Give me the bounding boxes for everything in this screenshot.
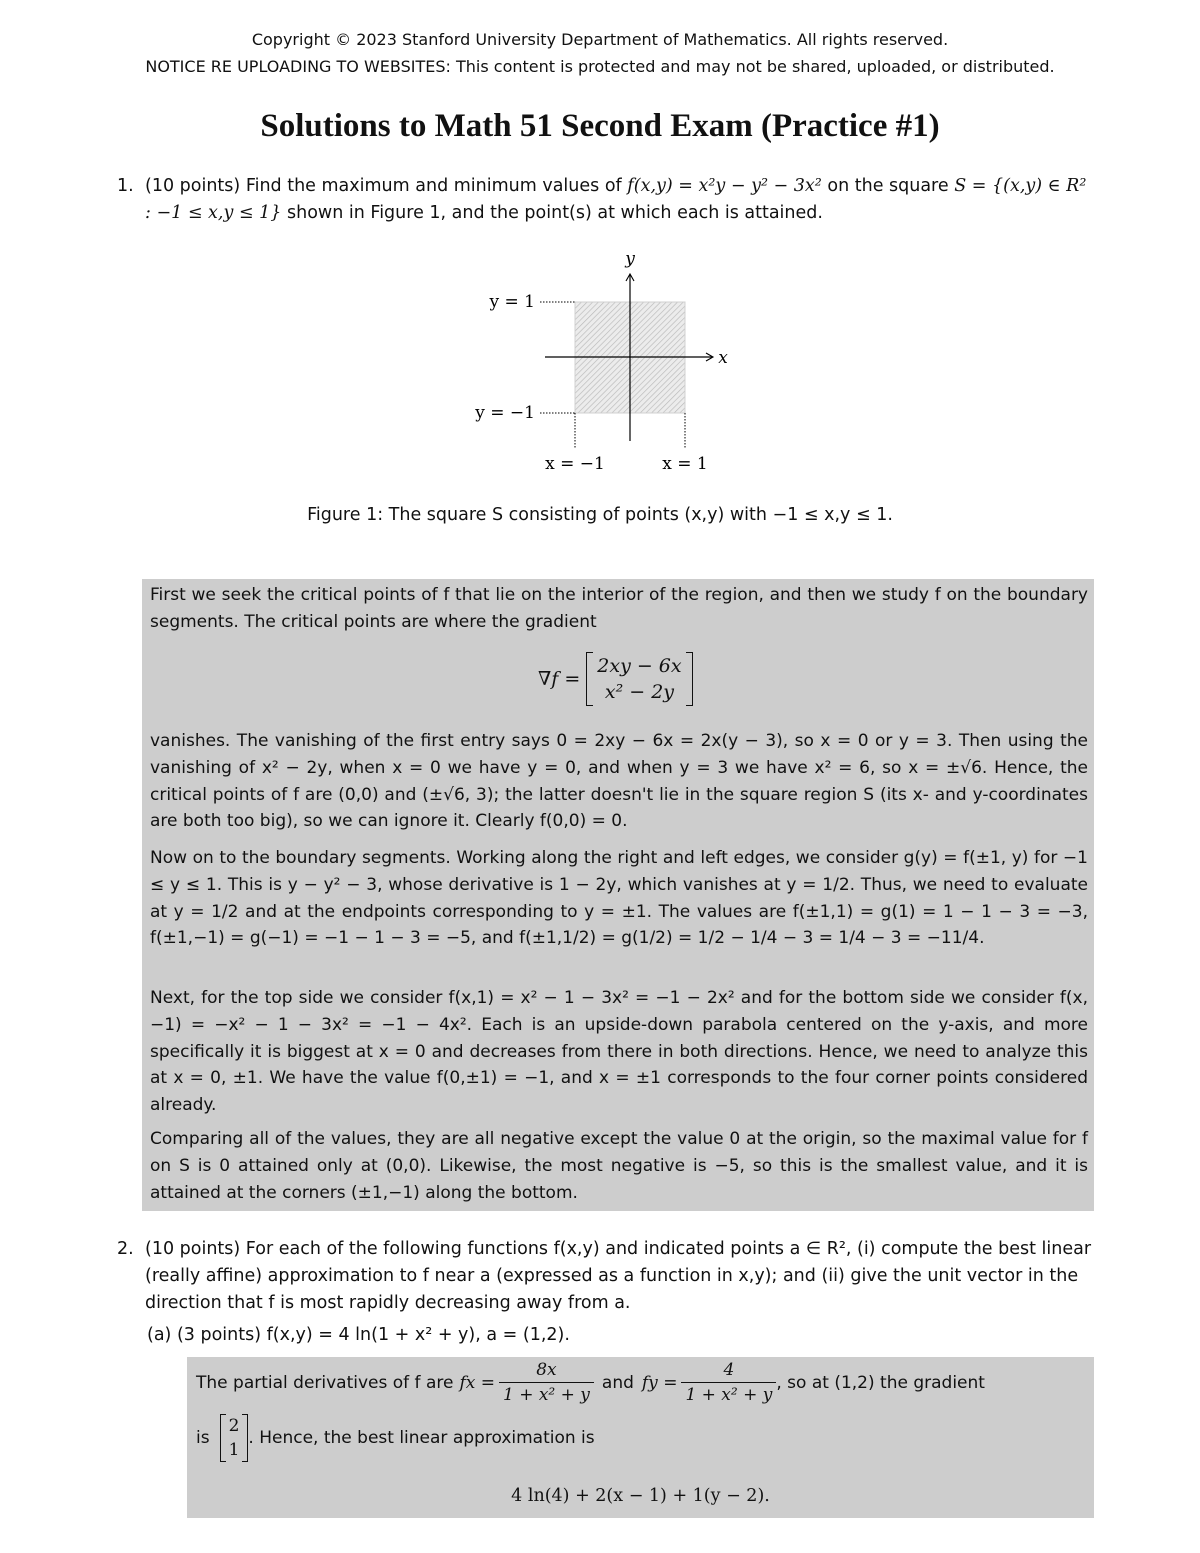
gradient-row-2: x² − 2y	[604, 681, 675, 703]
q1-set: S = {(x,y) ∈ R² : −1 ≤ x,y ≤ 1}	[145, 176, 1087, 223]
label-y-top: y = 1	[489, 292, 535, 312]
label-y-bottom: y = −1	[475, 403, 535, 423]
solution-paragraph-5: Comparing all of the values, they are all negative except the value 0 at the origin, so the maximal value for f on S is 0 attained only at (0,0). Likewise, the most negative is −5, so this is the smallest value, and it is attained at the corners (±1,−1) along the bottom.	[150, 1129, 1088, 1203]
partials-intro: The partial derivatives of f are	[196, 1372, 454, 1393]
fx-fraction	[499, 1360, 594, 1405]
figure-1-square	[440, 245, 760, 475]
figure-1-caption: Figure 1: The square S consisting of points (x,y) with −1 ≤ x,y ≤ 1.	[307, 505, 893, 525]
question-2-number: 2.	[117, 1239, 134, 1259]
gradient-equation	[538, 652, 693, 706]
q1-prompt-c: shown in Figure 1, and the point(s) at which each is attained.	[287, 203, 823, 223]
solution-paragraph-4: Next, for the top side we consider f(x,1) = x² − 1 − 3x² = −1 − 2x² and for the bottom side we consider f(x,−1) = −x² − 1 − 3x² = −1 − 4x². Each is an upside-down parabola centered on the y-axis, and more specifically it is biggest at x = 0 and decreases from there in both directions. Hence, we need to analyze this at x = 0, ±1. We have the value f(0,±1) = −1, and x = ±1 corresponds to the four corner points considered already.	[150, 988, 1088, 1116]
label-x-right: x = 1	[662, 454, 708, 474]
question-2a-prompt: (a) (3 points) f(x,y) = 4 ln(1 + x² + y), a = (1,2).	[147, 1325, 570, 1345]
partials-tail: , so at (1,2) the gradient	[776, 1372, 985, 1393]
upload-notice: NOTICE RE UPLOADING TO WEBSITES: This content is protected and may not be shared, uploaded, or distributed.	[145, 57, 1055, 76]
q1-function: f(x,y) = x²y − y² − 3x²	[627, 176, 822, 196]
hence-text: . Hence, the best linear approximation is	[248, 1428, 595, 1448]
fy-denominator: 1 + x² + y	[681, 1382, 776, 1405]
gradient-vector-1: 2	[228, 1416, 240, 1436]
x-axis-label: x	[718, 348, 728, 368]
gradient-lhs: ∇f =	[538, 668, 581, 690]
solution-paragraph-2: vanishes. The vanishing of the first entry says 0 = 2xy − 6x = 2x(y − 3), so x = 0 or y = 3. Then using the vanishing of x² − 2y, when x = 0 we have y = 0, and when y = 3 we have x² = 6, so x = ±√6. Hence, the critical points of f are (0,0) and (±√6, 3); the latter doesn't lie in the square region S (its x- and y-coordinates are both too big), so we can ignore it. Clearly f(0,0) = 0.	[150, 731, 1088, 832]
fx-denominator: 1 + x² + y	[499, 1382, 594, 1405]
fy-lhs: fy =	[641, 1372, 678, 1393]
q1-prompt-b: on the square	[827, 176, 949, 196]
q1-prompt-a: Find the maximum and minimum values of	[245, 176, 622, 196]
and-word: and	[601, 1372, 634, 1393]
is-word: is	[196, 1428, 210, 1448]
gradient-vector-line	[196, 1414, 595, 1462]
fx-numerator: 8x	[536, 1360, 557, 1380]
y-axis-label: y	[625, 249, 635, 269]
gradient-row-1: 2xy − 6x	[597, 655, 682, 677]
fy-fraction	[681, 1360, 776, 1405]
partials-line	[196, 1360, 1088, 1405]
question-2-prompt: (10 points) For each of the following functions f(x,y) and indicated points a ∈ R², (i) compute the best linear (really affine) approximation to f near a (expressed as a function in x,y); and (ii) give the unit vector in the direction that f is most rapidly decreasing away from a.	[145, 1239, 1092, 1313]
fy-numerator: 4	[723, 1360, 735, 1380]
gradient-vector-2: 1	[228, 1440, 240, 1460]
q1-points: (10 points)	[145, 176, 241, 196]
page-title: Solutions to Math 51 Second Exam (Practice #1)	[260, 108, 940, 144]
question-1-number: 1.	[117, 176, 134, 196]
gradient-matrix	[586, 652, 692, 706]
label-x-left: x = −1	[545, 454, 605, 474]
solution-paragraph-1: First we seek the critical points of f that lie on the interior of the region, and then we study f on the boundary segments. The critical points are where the gradient	[150, 585, 1088, 632]
linear-approx-result: 4 ln(4) + 2(x − 1) + 1(y − 2).	[511, 1486, 770, 1506]
gradient-vector	[220, 1414, 249, 1462]
fx-lhs: fx =	[459, 1372, 495, 1393]
copyright-line: Copyright © 2023 Stanford University Department of Mathematics. All rights reserved.	[251, 30, 949, 49]
solution-paragraph-3: Now on to the boundary segments. Working along the right and left edges, we consider g(y) = f(±1, y) for −1 ≤ y ≤ 1. This is y − y² − 3, whose derivative is 1 − 2y, which vanishes at y = 1/2. Thus, we need to evaluate at y = 1/2 and at the endpoints corresponding to y = ±1. The values are f(±1,1) = g(1) = 1 − 1 − 3 = −3, f(±1,−1) = g(−1) = −1 − 1 − 3 = −5, and f(±1,1/2) = g(1/2) = 1/2 − 1/4 − 3 = 1/4 − 3 = −11/4.	[150, 848, 1088, 949]
question-1-prompt	[145, 173, 1095, 227]
